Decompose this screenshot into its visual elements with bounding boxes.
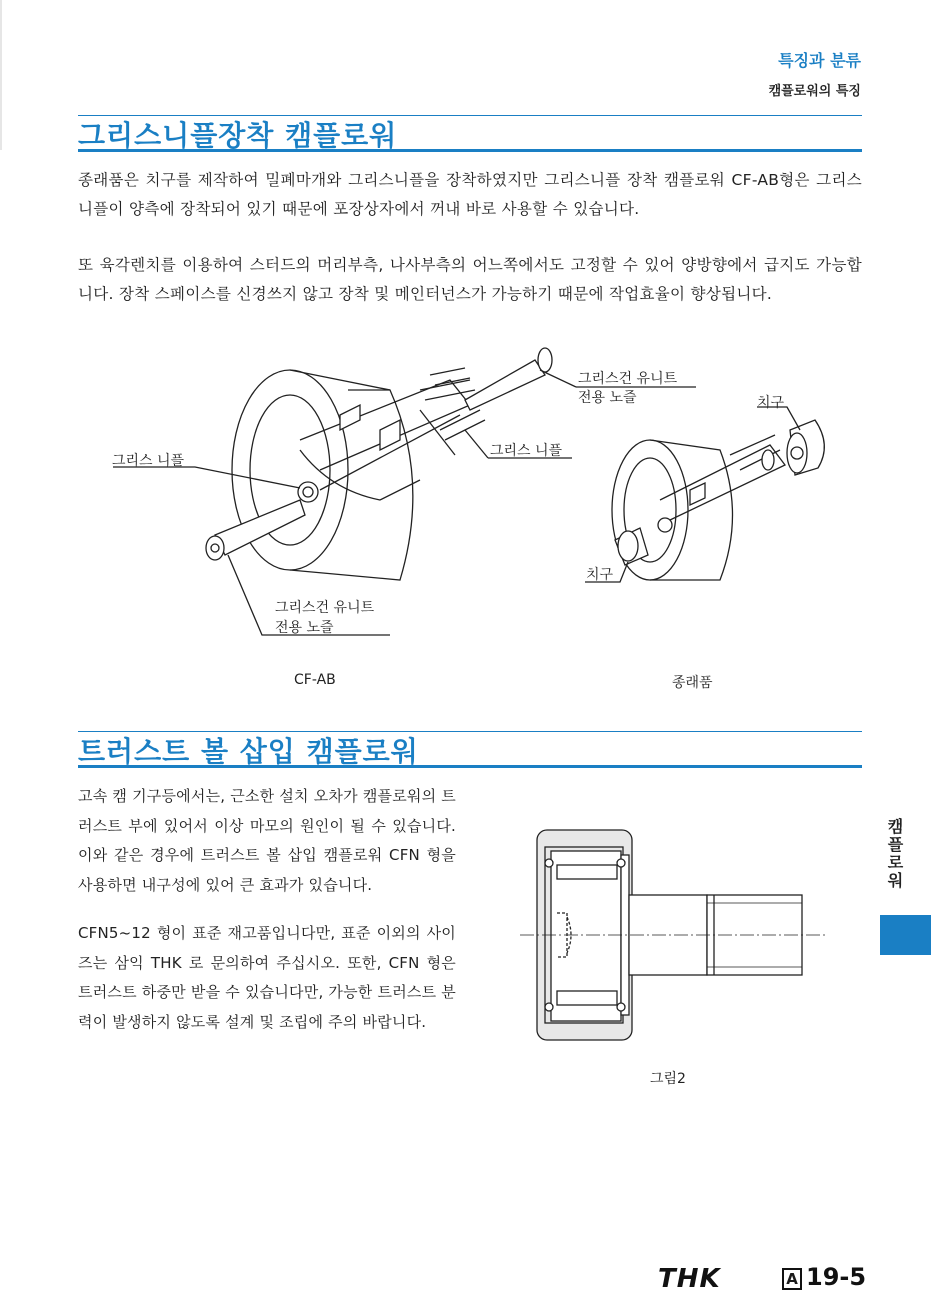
page-number: 19-5 (806, 1263, 867, 1291)
label-jig-bottom: 치구 (586, 567, 614, 583)
header-subcategory: 캠플로워의 특징 (768, 84, 861, 99)
section1-paragraph-2: 또 육각렌치를 이용하여 스터드의 머리부측, 나사부측의 어느쪽에서도 고정할 수 있어 양방향에서 급지도 가능합니다. 장착 스페이스를 신경쓰지 않고 장착 및 메인터넌스가 가능하기 때문에 작업효율이 향상됩니다. (78, 256, 862, 303)
section1-paragraph-1: 종래품은 치구를 제작하여 밀폐마개와 그리스니플을 장착하였지만 그리스니플 장착 캠플로워 CF-AB형은 그리스니플이 양측에 장착되어 있기 때문에 포장상자에서 꺼내 바로 사용할 수 있습니다. (78, 171, 862, 218)
grease-gun-nozzle-top (465, 348, 552, 410)
cf-ab-outer-ring (232, 370, 413, 580)
label-grease-nipple-right: 그리스 니플 (490, 443, 563, 459)
label-grease-gun-top-line1: 그리스건 유니트 (578, 371, 678, 387)
section2-title: 트러스트 볼 삽입 캠플로워 (78, 735, 419, 768)
section-letter-box: A (782, 1268, 802, 1290)
cfn-section-drawing (515, 825, 830, 1050)
label-grease-nipple-left: 그리스 니플 (112, 453, 185, 469)
thk-logo: THK (658, 1264, 721, 1294)
label-grease-gun-bottom-line1: 그리스건 유니트 (275, 600, 375, 616)
label-jig-top: 치구 (757, 395, 785, 411)
caption-cf-ab: CF-AB (294, 672, 336, 688)
page-edge-mark (0, 0, 2, 150)
header-category: 특징과 분류 (778, 51, 861, 70)
label-grease-gun-top-line2: 전용 노즐 (578, 390, 637, 406)
section2-paragraph-2: CFN5~12 형이 표준 재고품입니다만, 표준 이외의 사이즈는 삼익 THK 로 문의하여 주십시오. 또한, CFN 형은 트러스트 하중만 받을 수 있습니다만, 가능한 트러스트 분력이 발생하지 않도록 설계 및 조립에 주의 바랍니다. (78, 924, 456, 1031)
side-tab-label: 캠플로워 (885, 818, 904, 890)
jig-top (787, 420, 824, 475)
section1-title: 그리스니플장착 캠플로워 (78, 119, 398, 152)
cf-ab-figure (0, 330, 931, 700)
figure2-caption: 그림2 (650, 1071, 686, 1087)
section2-bottom-rule (78, 765, 862, 768)
caption-conventional: 종래품 (672, 675, 713, 691)
side-tab-marker (880, 915, 931, 955)
section2-paragraph-1: 고속 캠 기구등에서는, 근소한 설치 오차가 캠플로워의 트러스트 부에 있어서 이상 마모의 원인이 될 수 있습니다. 이와 같은 경우에 트러스트 볼 삽입 캠플로워 CFN 형을 사용하면 내구성에 있어 큰 효과가 있습니다. (78, 787, 456, 894)
label-grease-gun-bottom-line2: 전용 노즐 (275, 620, 334, 636)
section1-bottom-rule (78, 149, 862, 152)
